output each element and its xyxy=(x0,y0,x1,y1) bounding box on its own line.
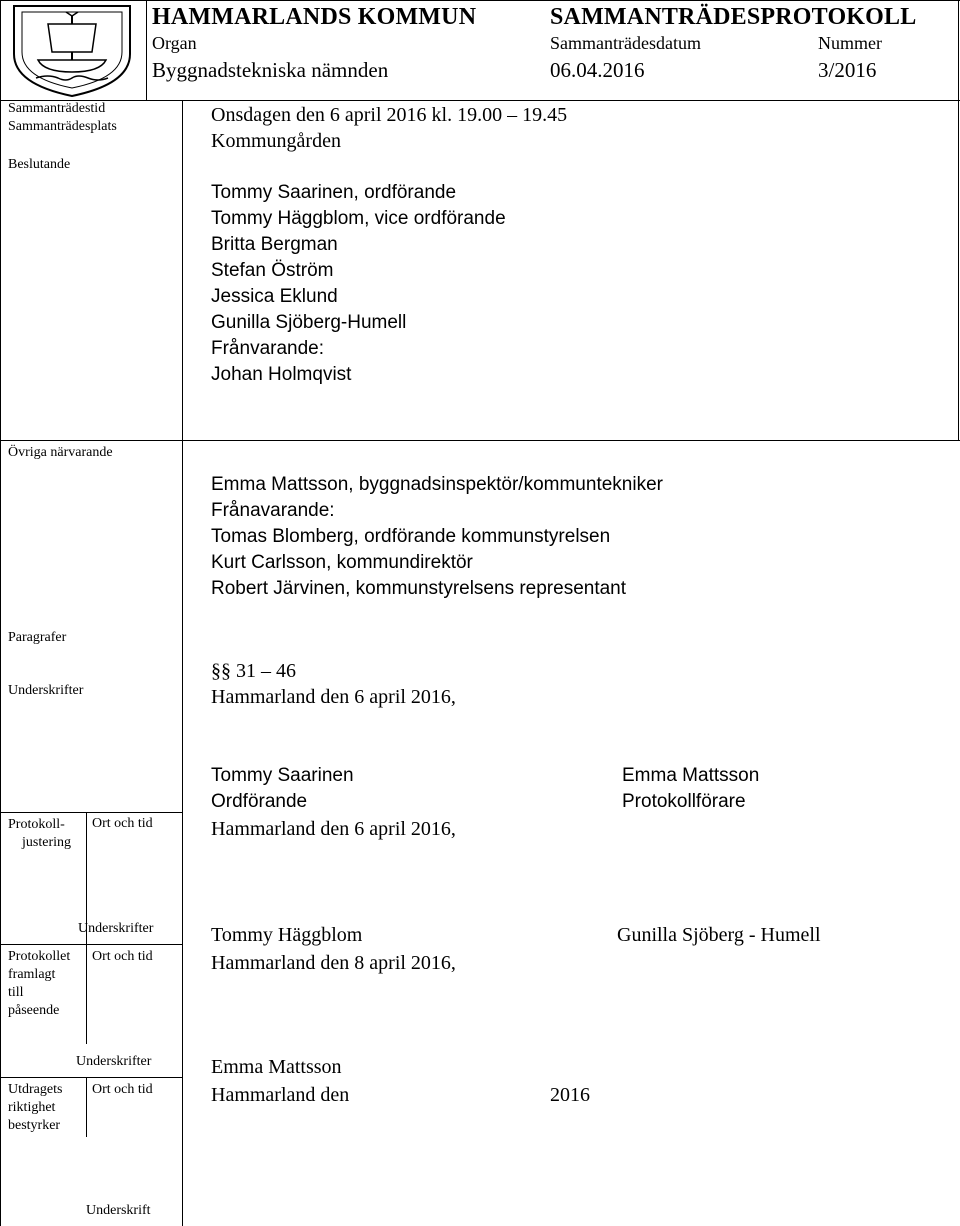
body-left-border xyxy=(0,100,1,1226)
utdrag-sign-label: Underskrift xyxy=(86,1203,151,1218)
meeting-place-label: Sammanträdesplats xyxy=(8,119,117,134)
justering-ort-label: Ort och tid xyxy=(92,816,153,831)
utdrag-label-line: Utdragets xyxy=(8,1082,63,1097)
beslutande-line: Frånvarande: xyxy=(211,338,325,359)
underskrifter-place-date: Hammarland den 6 april 2016, xyxy=(211,686,456,708)
header-logo-divider xyxy=(146,0,147,100)
ovriga-line: Kurt Carlsson, kommundirektör xyxy=(211,552,473,573)
beslutande-list xyxy=(211,180,506,388)
beslutande-label: Beslutande xyxy=(8,157,71,172)
header-left-border xyxy=(0,0,1,100)
ovriga-line: Tomas Blomberg, ordförande kommunstyrelsen xyxy=(211,526,611,547)
ovriga-line: Emma Mattsson, byggnadsinspektör/kommuntekniker xyxy=(211,474,663,495)
justering-label xyxy=(8,816,71,852)
ovriga-label: Övriga närvarande xyxy=(8,445,113,460)
beslutande-line: Britta Bergman xyxy=(211,234,338,255)
framlagt-ort-label: Ort och tid xyxy=(92,949,153,964)
beslutande-line: Gunilla Sjöberg-Humell xyxy=(211,312,407,333)
ovriga-line: Robert Järvinen, kommunstyrelsens representant xyxy=(211,578,627,599)
justering-label-line: justering xyxy=(22,835,71,850)
date-label: Sammanträdesdatum xyxy=(550,33,701,53)
divider-ovriga xyxy=(0,440,960,441)
justering-signer2: Gunilla Sjöberg - Humell xyxy=(617,924,821,946)
signer1-name: Tommy Saarinen xyxy=(211,765,354,786)
framlagt-signer: Emma Mattsson xyxy=(211,1056,342,1078)
framlagt-place-date: Hammarland den 8 april 2016, xyxy=(211,952,456,974)
organ-value: Byggnadstekniska nämnden xyxy=(152,58,389,82)
utdrag-place: Hammarland den xyxy=(211,1084,350,1106)
utdrag-year: 2016 xyxy=(550,1084,590,1106)
framlagt-sign-label: Underskrifter xyxy=(76,1054,152,1069)
beslutande-line: Jessica Eklund xyxy=(211,286,338,307)
signer2-name: Emma Mattsson xyxy=(622,765,760,786)
framlagt-label-line: framlagt xyxy=(8,967,56,982)
header-right-border xyxy=(958,0,959,100)
utdrag-label xyxy=(8,1081,62,1135)
municipality-name: HAMMARLANDS KOMMUN xyxy=(152,4,477,30)
underskrifter-label: Underskrifter xyxy=(8,683,84,698)
coat-of-arms-logo xyxy=(8,2,136,98)
signer2-role: Protokollförare xyxy=(622,791,746,812)
beslutande-line: Tommy Saarinen, ordförande xyxy=(211,182,457,203)
justering-label-line: Protokoll- xyxy=(8,817,65,832)
header-top-border xyxy=(0,0,960,1)
number-value: 3/2016 xyxy=(818,58,877,82)
meeting-place-value: Kommungården xyxy=(211,130,341,152)
divider-utdrag xyxy=(0,1077,183,1078)
label-column-divider xyxy=(182,100,183,1226)
framlagt-label-line: Protokollet xyxy=(8,949,71,964)
utdrag-inner-divider xyxy=(86,1077,87,1137)
ovriga-list xyxy=(211,472,663,602)
date-value: 06.04.2016 xyxy=(550,58,645,82)
divider-framlagt xyxy=(0,944,183,945)
meeting-time-label: Sammanträdestid xyxy=(8,101,106,116)
justering-sign-label: Underskrifter xyxy=(78,921,154,936)
meeting-time-value: Onsdagen den 6 april 2016 kl. 19.00 – 19.45 xyxy=(211,104,568,126)
framlagt-label-line: till xyxy=(8,985,24,1000)
paragrafer-value: §§ 31 – 46 xyxy=(211,660,296,682)
framlagt-label xyxy=(8,948,70,1020)
paragrafer-label: Paragrafer xyxy=(8,630,67,645)
beslutande-line: Tommy Häggblom, vice ordförande xyxy=(211,208,506,229)
justering-signer1: Tommy Häggblom xyxy=(211,924,363,946)
body-right-border xyxy=(958,100,959,440)
number-label: Nummer xyxy=(818,33,882,53)
document-type: SAMMANTRÄDESPROTOKOLL xyxy=(550,4,917,30)
utdrag-label-line: riktighet xyxy=(8,1100,56,1115)
divider-justering xyxy=(0,812,183,813)
signer1-role: Ordförande xyxy=(211,791,308,812)
utdrag-ort-label: Ort och tid xyxy=(92,1082,153,1097)
framlagt-inner-divider xyxy=(86,944,87,1044)
justering-place-date: Hammarland den 6 april 2016, xyxy=(211,818,456,840)
framlagt-label-line: påseende xyxy=(8,1003,60,1018)
header-bottom-border xyxy=(0,100,960,101)
beslutande-line: Johan Holmqvist xyxy=(211,364,352,385)
organ-label: Organ xyxy=(152,33,197,53)
utdrag-label-line: bestyrker xyxy=(8,1118,61,1133)
beslutande-line: Stefan Öström xyxy=(211,260,334,281)
ovriga-line: Frånavarande: xyxy=(211,500,335,521)
